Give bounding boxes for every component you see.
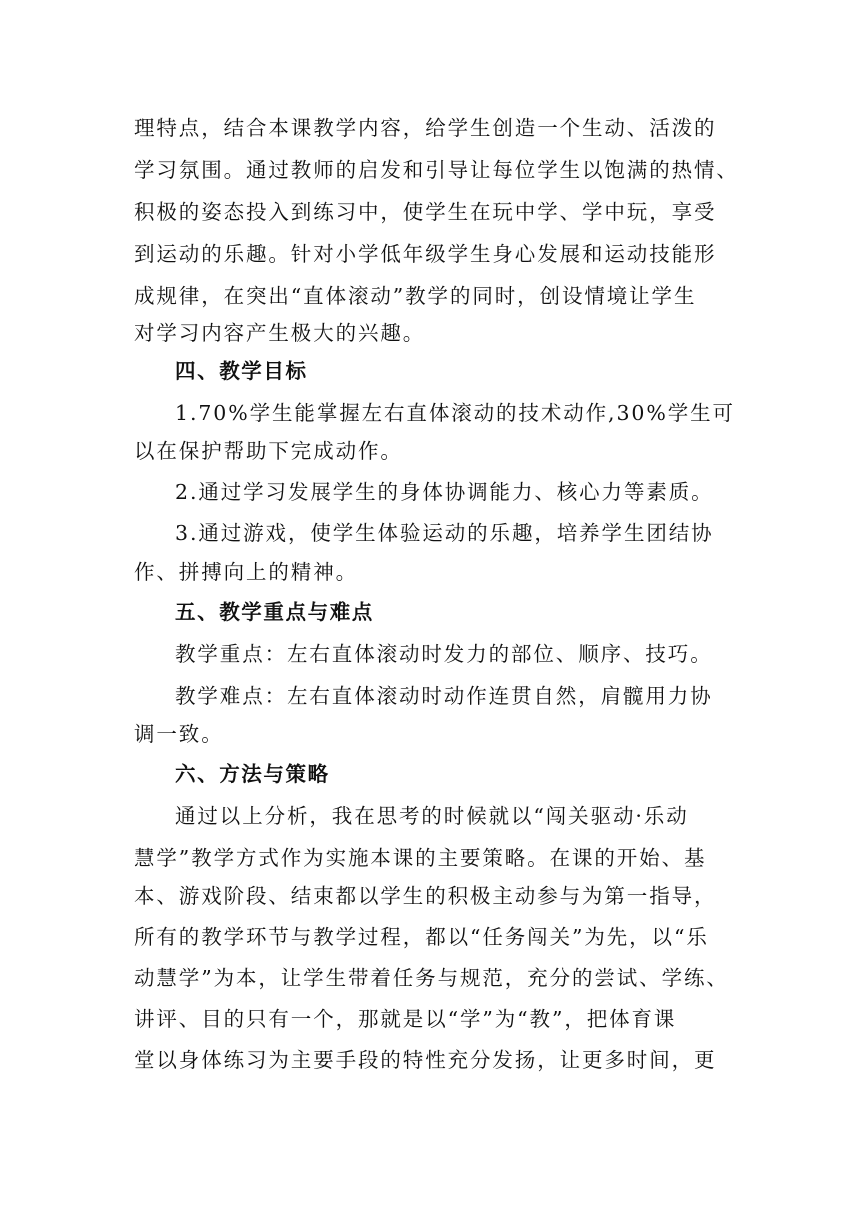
body-text-line: 所有的教学环节与教学过程，都以“任务闯关”为先，以“乐: [134, 925, 709, 949]
body-text-line: 通过以上分析，我在思考的时候就以“闯关驱动·乐动: [175, 804, 689, 828]
body-text-line: 作、拼搏向上的精神。: [134, 560, 358, 584]
key-point-text: 教学重点：左右直体滚动时发力的部位、顺序、技巧。: [175, 642, 713, 666]
goal-item-2: 2.通过学习发展学生的身体协调能力、核心力等素质。: [175, 480, 714, 504]
goal-item-1: 1.70%学生能掌握左右直体滚动的技术动作,30%学生可: [175, 401, 735, 425]
goal-item-3: 3.通过游戏，使学生体验运动的乐趣，培养学生团结协: [175, 521, 714, 545]
body-text-line: 积极的姿态投入到练习中，使学生在玩中学、学中玩，享受: [134, 200, 717, 224]
body-text-line: 堂以身体练习为主要手段的特性充分发扬，让更多时间，更: [134, 1048, 717, 1072]
body-text-line: 以在保护帮助下完成动作。: [134, 439, 403, 463]
body-text-line: 学习氛围。通过教师的启发和引导让每位学生以饱满的热情、: [134, 158, 739, 182]
body-text-line: 本、游戏阶段、结束都以学生的积极主动参与为第一指导，: [134, 884, 717, 908]
body-text-line: 慧学”教学方式作为实施本课的主要策略。在课的开始、基: [134, 846, 707, 870]
section-heading-methods: 六、方法与策略: [175, 762, 330, 786]
body-text-line: 对学习内容产生极大的兴趣。: [134, 321, 426, 345]
body-text-line: 动慧学”为本，让学生带着任务与规范，充分的尝试、学练、: [134, 966, 729, 990]
section-heading-key-points: 五、教学重点与难点: [175, 600, 374, 624]
body-text-line: 理特点，结合本课教学内容，给学生创造一个生动、活泼的: [134, 116, 717, 140]
body-text-line: 到运动的乐趣。针对小学低年级学生身心发展和运动技能形: [134, 242, 717, 266]
difficulty-text: 教学难点：左右直体滚动时动作连贯自然，肩髋用力协: [175, 684, 713, 708]
body-text-line: 成规律，在突出“直体滚动”教学的同时，创设情境让学生: [134, 284, 697, 308]
section-heading-teaching-goals: 四、教学目标: [175, 359, 308, 383]
body-text-line: 调一致。: [134, 722, 224, 746]
body-text-line: 讲评、目的只有一个，那就是以“学”为“教”，把体育课: [134, 1007, 677, 1031]
